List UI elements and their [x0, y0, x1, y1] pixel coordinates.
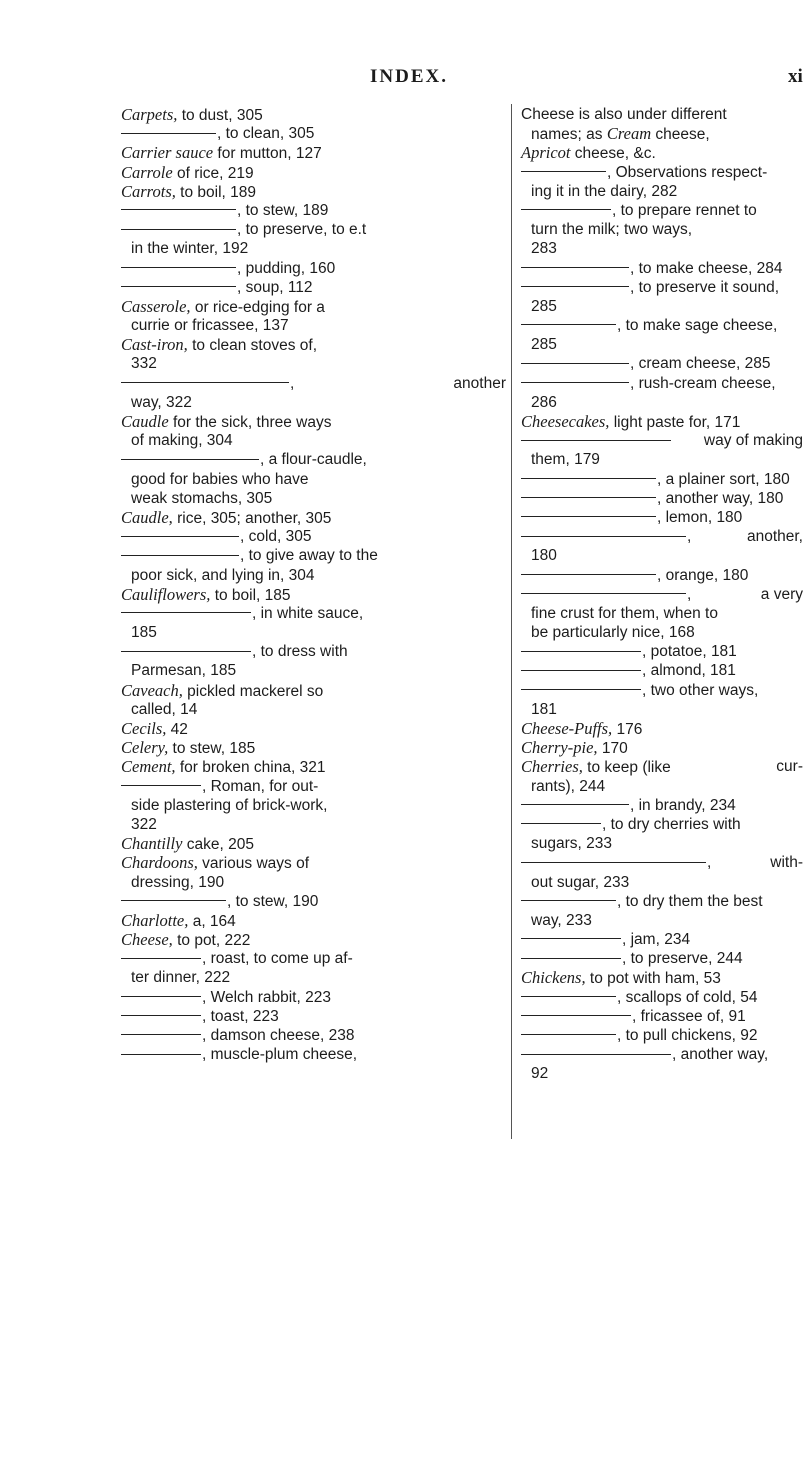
page-title: INDEX. [370, 66, 448, 87]
index-line [521, 489, 803, 508]
ditto-dash [521, 1015, 631, 1016]
index-line [121, 623, 506, 642]
ditto-dash [521, 324, 616, 325]
index-line [121, 412, 506, 431]
index-text: , to preserve, 244 [622, 950, 743, 968]
ditto-dash [521, 670, 641, 671]
index-text: , pudding, 160 [237, 259, 336, 277]
ditto-dash [121, 612, 251, 613]
index-line [521, 815, 803, 834]
index-headword: Cherry-pie, [521, 738, 598, 758]
index-line [521, 527, 803, 546]
index-text: , rush-cream cheese, [630, 374, 776, 392]
index-text: way, 322 [131, 393, 192, 411]
index-line [521, 508, 803, 527]
ditto-dash [521, 1054, 671, 1055]
index-text: , orange, 180 [657, 566, 749, 584]
index-headword: Chantilly [121, 834, 183, 854]
index-text: , a plainer sort, 180 [657, 470, 790, 488]
index-text: , to pull chickens, 92 [617, 1027, 758, 1044]
index-line [121, 354, 506, 373]
index-text: with- [770, 854, 803, 872]
index-text: 322 [131, 815, 157, 833]
index-line [521, 604, 803, 623]
index-headword: Casserole, [121, 296, 191, 316]
ditto-dash [121, 286, 236, 287]
index-text: to keep (like [582, 759, 671, 777]
index-text: out sugar, 233 [531, 873, 630, 891]
index-line [521, 1045, 803, 1064]
column-divider [511, 104, 512, 1139]
index-text: be particularly nice, 168 [531, 624, 695, 642]
index-line [521, 354, 803, 373]
index-line [521, 316, 803, 335]
index-line [521, 259, 803, 278]
index-headword: Cast-iron, [121, 335, 188, 355]
index-line [521, 949, 803, 968]
index-text: another, [746, 528, 803, 546]
index-line [121, 585, 506, 604]
ditto-dash [521, 478, 656, 479]
index-headword: Cecils, [121, 719, 167, 738]
index-line [521, 642, 803, 661]
index-text: various ways of [197, 855, 310, 873]
index-line [121, 815, 506, 834]
index-text: , potatoe, 181 [642, 643, 737, 661]
ditto-dash [521, 363, 629, 364]
ditto-dash [521, 536, 686, 537]
index-headword: Carrole [121, 162, 173, 182]
index-headword: Chickens, [521, 968, 586, 988]
index-line [521, 124, 803, 143]
index-text: names; as [531, 126, 607, 144]
index-line [521, 220, 803, 239]
index-headword: Caudle [121, 412, 169, 431]
index-text: for broken china, 321 [175, 759, 326, 777]
index-text: currie or fricassee, 137 [131, 317, 289, 335]
index-line [521, 681, 803, 700]
index-headword: Cheesecakes, [521, 412, 610, 431]
ditto-dash [121, 536, 239, 537]
index-column-right [521, 105, 803, 1084]
index-line [121, 143, 506, 162]
index-text: , to make cheese, 284 [630, 259, 783, 277]
ditto-dash [121, 958, 201, 959]
index-text: , another way, [672, 1046, 769, 1064]
index-text: , scallops of cold, 54 [617, 988, 758, 1006]
index-line [121, 566, 506, 585]
index-text: , to preserve, to e.t [237, 221, 367, 239]
index-headword: Carrots, [121, 181, 176, 201]
index-line [121, 393, 506, 412]
ditto-dash [521, 996, 616, 997]
ditto-dash [121, 267, 236, 268]
index-line [121, 777, 506, 796]
ditto-dash [521, 497, 656, 498]
index-line [521, 738, 803, 757]
index-text: , to clean, 305 [217, 125, 315, 143]
ditto-dash [521, 651, 641, 652]
index-text: poor sick, and lying in, 304 [131, 566, 315, 584]
index-text: pickled mackerel so [182, 682, 324, 700]
index-line [121, 1026, 506, 1045]
index-text: , to dry them the best [617, 892, 763, 910]
ditto-dash [521, 938, 621, 939]
index-headword: Apricot [521, 143, 571, 163]
index-line [121, 239, 506, 258]
index-line [121, 1045, 506, 1064]
ditto-dash [521, 440, 671, 441]
index-line [521, 853, 803, 872]
index-line [521, 623, 803, 642]
index-text: Cheese is also under different [521, 106, 727, 123]
index-text: , [687, 585, 692, 603]
index-line [521, 374, 803, 393]
index-text: ter dinner, 222 [131, 969, 231, 987]
index-line [121, 259, 506, 278]
index-line [521, 911, 803, 930]
ditto-dash [121, 229, 236, 230]
ditto-dash [121, 651, 251, 652]
index-text: way of making [703, 432, 803, 450]
index-line [521, 757, 803, 776]
index-line [121, 892, 506, 911]
index-line [121, 853, 506, 872]
index-text: called, 14 [131, 700, 198, 718]
index-text: good for babies who have [131, 470, 309, 488]
index-text: , Welch rabbit, 223 [202, 988, 331, 1006]
index-line [121, 297, 506, 316]
index-line [121, 278, 506, 297]
index-line [521, 988, 803, 1007]
index-text: 185 [131, 624, 157, 642]
ditto-dash [521, 267, 629, 268]
index-line [121, 1007, 506, 1026]
index-line [521, 585, 803, 604]
index-text: , another way, 180 [657, 489, 784, 507]
index-text: , roast, to come up af- [202, 950, 353, 968]
index-line [521, 700, 803, 719]
index-text: ing it in the dairy, 282 [531, 182, 678, 200]
index-line [121, 796, 506, 815]
index-line [521, 873, 803, 892]
index-line [521, 892, 803, 911]
ditto-dash [121, 1034, 201, 1035]
index-line [121, 527, 506, 546]
index-line [121, 661, 506, 680]
ditto-dash [121, 1015, 201, 1016]
index-text: a very [760, 585, 803, 603]
ditto-dash [521, 862, 706, 863]
index-line [521, 239, 803, 258]
index-text: 170 [597, 740, 628, 758]
index-text: 176 [612, 721, 643, 738]
index-line [521, 182, 803, 201]
index-text: , lemon, 180 [657, 508, 743, 526]
index-line [521, 1026, 803, 1045]
index-text: , cream cheese, 285 [630, 355, 771, 373]
index-text: sugars, 233 [531, 835, 612, 853]
index-text: 286 [531, 393, 557, 411]
index-text: cur- [776, 758, 803, 776]
index-line [521, 105, 803, 124]
index-headword: Celery, [121, 738, 169, 758]
ditto-dash [121, 382, 289, 383]
index-line [121, 431, 506, 450]
index-text: cheese, &c. [570, 145, 656, 163]
index-text: to pot with ham, 53 [585, 970, 721, 988]
index-line [521, 834, 803, 853]
index-line [121, 642, 506, 661]
index-text: , Observations respect- [607, 163, 768, 181]
index-headword: Caveach, [121, 680, 183, 700]
index-text: of rice, 219 [172, 164, 254, 182]
index-line [121, 489, 506, 508]
index-column-left [121, 105, 506, 1064]
ditto-dash [521, 516, 656, 517]
index-text: fine crust for them, when to [531, 604, 718, 622]
index-text: , toast, 223 [202, 1007, 279, 1025]
index-line [521, 1064, 803, 1083]
page-number: xi [788, 66, 803, 87]
index-line [521, 143, 803, 162]
index-line [121, 163, 506, 182]
index-text: for the sick, three ways [168, 414, 332, 431]
index-headword: Cherries, [521, 757, 583, 777]
page-header [0, 66, 803, 98]
ditto-dash [521, 382, 629, 383]
index-text: , to dress with [252, 643, 348, 661]
index-text: weak stomachs, 305 [131, 489, 273, 507]
index-line [521, 335, 803, 354]
index-text: to pot, 222 [172, 932, 251, 950]
ditto-dash [121, 555, 239, 556]
index-line [121, 873, 506, 892]
index-text: another [453, 374, 506, 392]
index-text: 285 [531, 336, 557, 354]
index-text: rice, 305; another, 305 [172, 509, 332, 527]
index-line [521, 661, 803, 680]
ditto-dash [521, 804, 629, 805]
index-headword: Chardoons, [121, 853, 198, 873]
index-text: 332 [131, 355, 157, 373]
index-text: , to prepare rennet to [612, 201, 757, 219]
index-line [521, 412, 803, 431]
ditto-dash [121, 1054, 201, 1055]
index-headword: Cheese-Puffs, [521, 719, 613, 738]
ditto-dash [521, 900, 616, 901]
index-text: turn the milk; two ways, [531, 221, 693, 239]
index-text: , Roman, for out- [202, 777, 319, 795]
ditto-dash [521, 689, 641, 690]
index-text: of making, 304 [131, 432, 233, 450]
index-headword: Carrier sauce [121, 143, 214, 163]
index-line [121, 546, 506, 565]
ditto-dash [521, 209, 611, 210]
index-headword: Carpets, [121, 105, 178, 124]
ditto-dash [521, 286, 629, 287]
ditto-dash [521, 574, 656, 575]
index-text: 42 [166, 721, 188, 738]
index-headword: Charlotte, [121, 910, 189, 930]
index-headword: Cheese, [121, 930, 173, 950]
index-text: in the winter, 192 [131, 240, 249, 258]
index-line [521, 968, 803, 987]
index-line [521, 201, 803, 220]
index-text: , to dry cherries with [602, 815, 741, 833]
ditto-dash [121, 133, 216, 134]
index-text: or rice-edging for a [190, 298, 325, 316]
ditto-dash [521, 593, 686, 594]
index-text: , [687, 528, 692, 546]
ditto-dash [121, 996, 201, 997]
index-headword: Cement, [121, 757, 176, 777]
index-line [121, 105, 506, 124]
index-text: , to make sage cheese, [617, 317, 778, 335]
index-text: cheese, [651, 126, 710, 144]
index-line [521, 163, 803, 182]
index-line [121, 757, 506, 776]
index-line [521, 796, 803, 815]
index-line [121, 316, 506, 335]
index-line [121, 470, 506, 489]
index-line [521, 777, 803, 796]
index-line [121, 968, 506, 987]
index-line [121, 700, 506, 719]
index-text: , to give away to the [240, 547, 378, 565]
index-text: , soup, 112 [237, 278, 313, 296]
index-text: , [707, 854, 712, 872]
ditto-dash [521, 1034, 616, 1035]
index-text: to boil, 189 [175, 183, 257, 201]
index-text: , fricassee of, 91 [632, 1007, 746, 1025]
index-text: 285 [531, 297, 557, 315]
index-text: , two other ways, [642, 681, 759, 699]
index-headword: Caudle, [121, 507, 173, 527]
index-line [121, 604, 506, 623]
index-text: a, 164 [188, 912, 236, 930]
index-line [121, 220, 506, 239]
index-line [521, 450, 803, 469]
index-line [521, 297, 803, 316]
index-text: , jam, 234 [622, 931, 691, 949]
index-text: dressing, 190 [131, 873, 225, 891]
ditto-dash [521, 823, 601, 824]
index-line [121, 508, 506, 527]
index-text: 92 [531, 1065, 549, 1083]
index-line [121, 834, 506, 853]
ditto-dash [121, 900, 226, 901]
index-text: cake, 205 [182, 836, 254, 854]
ditto-dash [121, 459, 259, 460]
index-text: to clean stoves of, [187, 337, 318, 355]
index-line [521, 566, 803, 585]
index-line [521, 719, 803, 738]
index-line [521, 431, 803, 450]
index-text: side plastering of brick-work, [131, 796, 328, 814]
index-text: , [290, 374, 295, 392]
index-text: way, 233 [531, 911, 592, 929]
index-text: to stew, 185 [168, 740, 256, 758]
index-text: , in white sauce, [252, 604, 364, 622]
index-text: , almond, 181 [642, 662, 736, 680]
index-line [121, 450, 506, 469]
ditto-dash [121, 209, 236, 210]
index-text: , cold, 305 [240, 528, 312, 546]
index-line [521, 930, 803, 949]
index-line [521, 278, 803, 297]
index-line [121, 719, 506, 738]
index-line [521, 393, 803, 412]
index-line [121, 949, 506, 968]
index-text: , to preserve it sound, [630, 278, 780, 296]
index-line [121, 988, 506, 1007]
index-line [121, 911, 506, 930]
index-text: 181 [531, 700, 557, 718]
index-line [121, 335, 506, 354]
index-text: light paste for, 171 [609, 414, 741, 431]
index-headword: Cream [606, 124, 652, 144]
index-text: , to stew, 190 [227, 892, 319, 910]
ditto-dash [521, 171, 606, 172]
index-text: 180 [531, 547, 557, 565]
index-text: rants), 244 [531, 777, 606, 795]
index-line [121, 681, 506, 700]
index-line [521, 470, 803, 489]
index-text: them, 179 [531, 451, 600, 469]
index-line [121, 124, 506, 143]
index-text: Parmesan, 185 [131, 662, 237, 680]
index-text: , damson cheese, 238 [202, 1027, 355, 1044]
index-headword: Cauliflowers, [121, 584, 211, 604]
ditto-dash [521, 958, 621, 959]
index-text: , to stew, 189 [237, 201, 329, 219]
index-text: for mutton, 127 [213, 145, 322, 163]
index-line [521, 546, 803, 565]
index-text: 283 [531, 240, 557, 258]
index-text: , muscle-plum cheese, [202, 1046, 358, 1064]
index-line [121, 930, 506, 949]
index-text: , a flour-caudle, [260, 451, 367, 469]
index-line [121, 374, 506, 393]
index-line [121, 738, 506, 757]
index-line [121, 182, 506, 201]
index-line [121, 201, 506, 220]
index-text: to dust, 305 [177, 107, 263, 124]
index-text: , in brandy, 234 [630, 796, 736, 814]
index-text: to boil, 185 [210, 586, 291, 604]
index-line [521, 1007, 803, 1026]
ditto-dash [121, 785, 201, 786]
